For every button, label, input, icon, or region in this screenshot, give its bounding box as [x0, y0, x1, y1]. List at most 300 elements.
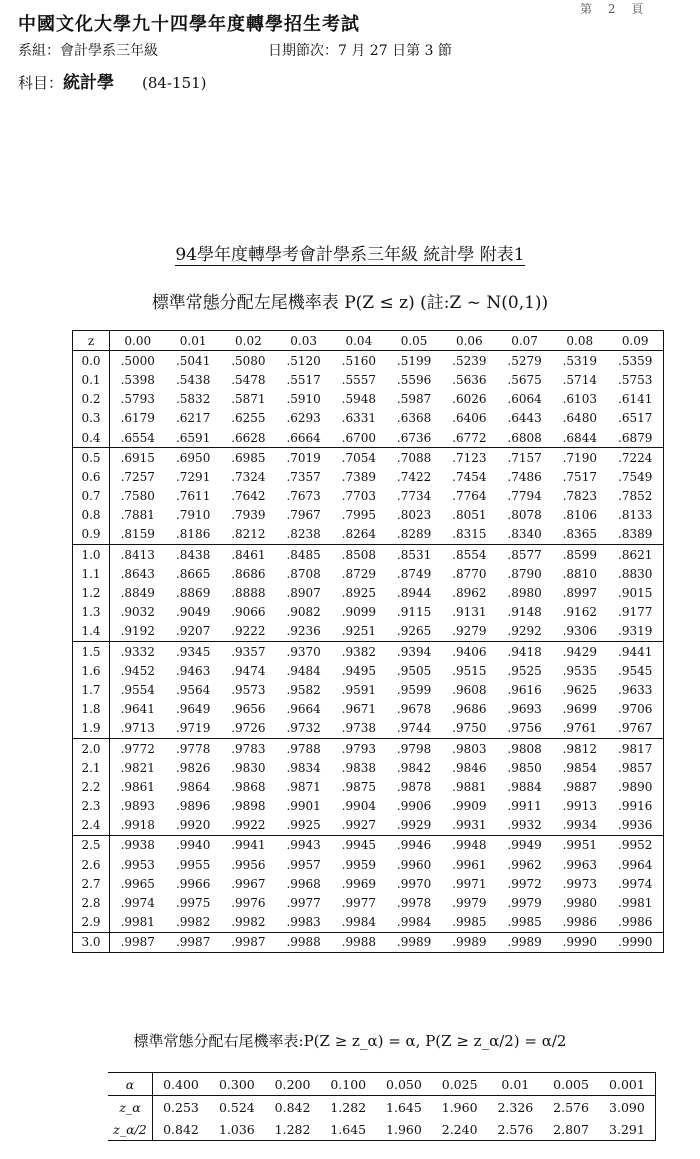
- probability-cell: .9948: [442, 835, 497, 855]
- z-value-cell: 1.0: [73, 545, 110, 565]
- probability-cell: .9319: [618, 624, 653, 639]
- probability-cell: .5793: [120, 392, 155, 407]
- probability-cell: .9969: [341, 876, 377, 891]
- probability-cell: .9131: [452, 605, 487, 620]
- appendix-title: 94學年度轉學考會計學系三年級 統計學 附表1: [175, 245, 525, 265]
- table-row: [73, 797, 664, 816]
- probability-cell: .9988: [276, 932, 331, 952]
- probability-cell: .8980: [507, 586, 542, 601]
- probability-cell: .8907: [286, 586, 321, 601]
- probability-cell: .6480: [562, 411, 597, 426]
- probability-cell: .6664: [286, 430, 321, 445]
- probability-cell: .7852: [618, 489, 653, 504]
- z-value-cell: 0.5: [73, 448, 110, 468]
- probability-cell: .9943: [276, 835, 331, 855]
- probability-cell: .9699: [562, 702, 597, 717]
- probability-cell: .9979: [452, 896, 487, 911]
- table-row: [73, 893, 664, 912]
- left-tail-probability-table: [72, 330, 664, 953]
- probability-cell: .9906: [396, 799, 432, 814]
- column-header: 0.08: [552, 331, 607, 351]
- value-cell: 1.645: [386, 1099, 422, 1115]
- probability-cell: .5239: [452, 353, 487, 368]
- probability-cell: .9418: [497, 642, 552, 662]
- probability-cell: .5398: [120, 372, 155, 387]
- probability-cell: .9370: [276, 642, 331, 662]
- probability-cell: .9920: [175, 818, 211, 833]
- table-row: [73, 409, 664, 428]
- probability-cell: .9633: [618, 682, 653, 697]
- probability-cell: .9898: [231, 799, 266, 814]
- probability-cell: .9846: [452, 760, 487, 775]
- probability-cell: .8729: [341, 566, 377, 581]
- z-value-cell: 1.1: [73, 564, 110, 583]
- z-value-cell: 2.6: [73, 855, 110, 874]
- probability-cell: .9981: [618, 896, 653, 911]
- probability-cell: .9573: [231, 682, 266, 697]
- probability-cell: .7019: [276, 448, 331, 468]
- table-row: [73, 855, 664, 874]
- column-header: 0.01: [166, 331, 221, 351]
- probability-cell: .9222: [231, 624, 266, 639]
- probability-cell: .8944: [396, 586, 432, 601]
- probability-cell: .7357: [286, 469, 321, 484]
- probability-cell: .6950: [166, 448, 221, 468]
- probability-cell: .9970: [396, 876, 432, 891]
- probability-cell: .8830: [618, 566, 653, 581]
- probability-cell: .9949: [497, 835, 552, 855]
- probability-cell: .9975: [175, 896, 211, 911]
- value-cell: 1.036: [209, 1118, 265, 1141]
- probability-cell: .7088: [386, 448, 441, 468]
- probability-cell: .9989: [497, 932, 552, 952]
- probability-cell: .9162: [562, 605, 597, 620]
- z-value-cell: 0.7: [73, 487, 110, 506]
- probability-cell: .7823: [562, 489, 597, 504]
- value-cell: 1.282: [330, 1099, 367, 1115]
- probability-cell: .8159: [120, 527, 155, 542]
- probability-cell: .8888: [231, 586, 266, 601]
- table-row: [73, 448, 664, 468]
- probability-cell: .8186: [175, 527, 211, 542]
- z-value-cell: 0.6: [73, 467, 110, 486]
- z-value-cell: 0.9: [73, 525, 110, 545]
- probability-cell: .9207: [175, 624, 211, 639]
- probability-cell: .6331: [341, 411, 377, 426]
- probability-cell: .9664: [286, 702, 321, 717]
- probability-cell: .9761: [562, 721, 597, 736]
- probability-cell: .9099: [341, 605, 377, 620]
- z-value-cell: 2.3: [73, 797, 110, 816]
- column-header: 0.02: [221, 331, 276, 351]
- column-header: 0.04: [331, 331, 386, 351]
- probability-cell: .9693: [507, 702, 542, 717]
- probability-cell: .7939: [231, 508, 266, 523]
- probability-cell: .9772: [110, 738, 166, 758]
- probability-cell: .9382: [331, 642, 386, 662]
- probability-cell: .7517: [562, 469, 597, 484]
- probability-cell: .9686: [452, 702, 487, 717]
- probability-cell: .8413: [110, 545, 166, 565]
- probability-cell: .9977: [286, 896, 321, 911]
- probability-cell: .9896: [175, 799, 211, 814]
- probability-cell: .9962: [507, 857, 542, 872]
- probability-cell: .9066: [231, 605, 266, 620]
- probability-cell: .9925: [286, 818, 321, 833]
- probability-cell: .9452: [120, 663, 155, 678]
- probability-cell: .9788: [276, 738, 331, 758]
- probability-cell: .7910: [175, 508, 211, 523]
- column-header: 0.00: [110, 331, 166, 351]
- table-row: [73, 564, 664, 583]
- probability-cell: .9279: [452, 624, 487, 639]
- probability-cell: .7190: [552, 448, 607, 468]
- probability-cell: .7291: [175, 469, 211, 484]
- probability-cell: .8365: [562, 527, 597, 542]
- probability-cell: .9976: [231, 896, 266, 911]
- probability-cell: .5948: [341, 392, 377, 407]
- probability-cell: .7703: [341, 489, 377, 504]
- table-row: [73, 525, 664, 545]
- probability-cell: .9989: [442, 932, 497, 952]
- value-cell: 0.025: [432, 1073, 488, 1096]
- probability-cell: .5041: [175, 353, 211, 368]
- probability-cell: .9591: [341, 682, 377, 697]
- probability-cell: .9952: [607, 835, 663, 855]
- probability-cell: .9861: [120, 779, 155, 794]
- probability-cell: .6915: [110, 448, 166, 468]
- probability-cell: .9941: [221, 835, 276, 855]
- probability-cell: .8023: [396, 508, 432, 523]
- probability-cell: .8925: [341, 586, 377, 601]
- z-value-cell: 1.6: [73, 661, 110, 680]
- probability-cell: .8962: [452, 586, 487, 601]
- probability-cell: .7995: [341, 508, 377, 523]
- probability-cell: .9987: [221, 932, 276, 952]
- probability-cell: .9744: [396, 721, 432, 736]
- z-alpha-half-row: [108, 1118, 656, 1141]
- probability-cell: .7967: [286, 508, 321, 523]
- row-label: α: [108, 1073, 153, 1096]
- probability-cell: .9978: [396, 896, 432, 911]
- probability-cell: .9834: [286, 760, 321, 775]
- probability-cell: .9979: [507, 896, 542, 911]
- probability-cell: .8810: [562, 566, 597, 581]
- z-value-cell: 0.0: [73, 351, 110, 371]
- probability-cell: .9015: [618, 586, 653, 601]
- probability-cell: .9251: [341, 624, 377, 639]
- table-header-row: [73, 331, 664, 351]
- probability-cell: .8485: [276, 545, 331, 565]
- column-header: 0.09: [607, 331, 663, 351]
- probability-cell: .9616: [507, 682, 542, 697]
- probability-cell: .5438: [175, 372, 211, 387]
- table-row: [73, 680, 664, 699]
- probability-cell: .9357: [221, 642, 276, 662]
- probability-cell: .9971: [452, 876, 487, 891]
- probability-cell: .9909: [452, 799, 487, 814]
- probability-cell: .7673: [286, 489, 321, 504]
- probability-cell: .8461: [221, 545, 276, 565]
- table-row: [73, 428, 664, 448]
- probability-cell: .9986: [618, 915, 653, 930]
- probability-cell: .9927: [341, 818, 377, 833]
- probability-cell: .9972: [507, 876, 542, 891]
- value-cell: 0.400: [153, 1073, 209, 1096]
- probability-cell: .8790: [507, 566, 542, 581]
- probability-cell: .9732: [286, 721, 321, 736]
- table-row: [73, 642, 664, 662]
- probability-cell: .6844: [562, 430, 597, 445]
- probability-cell: .6443: [507, 411, 542, 426]
- z-value-cell: 1.7: [73, 680, 110, 699]
- z-value-cell: 2.9: [73, 913, 110, 933]
- probability-cell: .9803: [442, 738, 497, 758]
- column-header: 0.07: [497, 331, 552, 351]
- probability-cell: .9967: [231, 876, 266, 891]
- probability-cell: .9678: [396, 702, 432, 717]
- probability-cell: .6103: [562, 392, 597, 407]
- probability-cell: .5319: [562, 353, 597, 368]
- probability-cell: .6406: [452, 411, 487, 426]
- probability-cell: .9916: [618, 799, 653, 814]
- probability-cell: .8106: [562, 508, 597, 523]
- probability-cell: .9982: [231, 915, 266, 930]
- probability-cell: .6591: [175, 430, 211, 445]
- probability-cell: .9857: [618, 760, 653, 775]
- value-cell: 1.282: [265, 1118, 321, 1141]
- probability-cell: .9985: [507, 915, 542, 930]
- z-value-cell: 3.0: [73, 932, 110, 952]
- value-cell: 1.645: [320, 1118, 376, 1141]
- probability-cell: .9821: [120, 760, 155, 775]
- probability-cell: .5199: [396, 353, 432, 368]
- value-cell: 0.050: [376, 1073, 432, 1096]
- probability-cell: .5987: [396, 392, 432, 407]
- probability-cell: .9826: [175, 760, 211, 775]
- probability-cell: .5517: [286, 372, 321, 387]
- probability-cell: .9890: [618, 779, 653, 794]
- probability-cell: .9515: [452, 663, 487, 678]
- z-value-cell: 0.3: [73, 409, 110, 428]
- probability-cell: .5871: [231, 392, 266, 407]
- probability-cell: .6293: [286, 411, 321, 426]
- probability-cell: .8643: [120, 566, 155, 581]
- probability-cell: .9911: [507, 799, 542, 814]
- probability-cell: .9850: [507, 760, 542, 775]
- probability-cell: .9963: [562, 857, 597, 872]
- alpha-row: [108, 1073, 656, 1096]
- probability-cell: .8238: [286, 527, 321, 542]
- probability-cell: .9750: [452, 721, 487, 736]
- probability-cell: .8389: [618, 527, 653, 542]
- z-column-header: z: [73, 331, 110, 351]
- probability-cell: .8577: [497, 545, 552, 565]
- table-row: [73, 719, 664, 739]
- probability-cell: .9982: [175, 915, 211, 930]
- probability-cell: .9706: [618, 702, 653, 717]
- table-row: [73, 874, 664, 893]
- z-value-cell: 2.0: [73, 738, 110, 758]
- value-cell: 0.253: [163, 1099, 199, 1115]
- probability-cell: .9812: [552, 738, 607, 758]
- probability-cell: .6985: [221, 448, 276, 468]
- probability-cell: .9345: [166, 642, 221, 662]
- probability-cell: .5753: [618, 372, 653, 387]
- probability-cell: .8051: [452, 508, 487, 523]
- probability-cell: .8770: [452, 566, 487, 581]
- probability-cell: .7123: [442, 448, 497, 468]
- column-header: 0.06: [442, 331, 497, 351]
- table-row: [73, 622, 664, 642]
- table-row: [73, 545, 664, 565]
- probability-cell: .9582: [286, 682, 321, 697]
- probability-cell: .9756: [507, 721, 542, 736]
- probability-cell: .9713: [120, 721, 155, 736]
- value-cell: 0.300: [209, 1073, 265, 1096]
- probability-cell: .9032: [120, 605, 155, 620]
- probability-cell: .5000: [120, 353, 155, 368]
- probability-cell: .9955: [175, 857, 211, 872]
- z-value-cell: 2.1: [73, 758, 110, 777]
- probability-cell: .6179: [120, 411, 155, 426]
- probability-cell: .5120: [286, 353, 321, 368]
- probability-cell: .9429: [552, 642, 607, 662]
- subject-code: (84-151): [142, 74, 207, 92]
- probability-cell: .8708: [286, 566, 321, 581]
- probability-cell: .9292: [507, 624, 542, 639]
- value-cell: 0.01: [488, 1073, 544, 1096]
- probability-cell: .9984: [396, 915, 432, 930]
- z-value-cell: 2.4: [73, 816, 110, 836]
- probability-cell: .7794: [507, 489, 542, 504]
- probability-cell: .9913: [562, 799, 597, 814]
- probability-cell: .7486: [507, 469, 542, 484]
- probability-cell: .9940: [166, 835, 221, 855]
- probability-cell: .8621: [607, 545, 663, 565]
- probability-cell: .9871: [286, 779, 321, 794]
- table-row: [73, 351, 664, 371]
- probability-cell: .5279: [507, 353, 542, 368]
- probability-cell: .9929: [396, 818, 432, 833]
- probability-cell: .9965: [120, 876, 155, 891]
- probability-cell: .9931: [452, 818, 487, 833]
- page-number: 第 2 頁: [580, 2, 650, 16]
- probability-cell: .9938: [110, 835, 166, 855]
- column-header: 0.03: [276, 331, 331, 351]
- subject-line: [18, 68, 207, 93]
- probability-cell: .9951: [552, 835, 607, 855]
- z-value-cell: 1.9: [73, 719, 110, 739]
- probability-cell: .5675: [507, 372, 542, 387]
- probability-cell: .8686: [231, 566, 266, 581]
- probability-cell: .9838: [341, 760, 377, 775]
- probability-cell: .9989: [386, 932, 441, 952]
- probability-cell: .6368: [396, 411, 432, 426]
- probability-cell: .9953: [120, 857, 155, 872]
- probability-cell: .9332: [110, 642, 166, 662]
- value-cell: 3.090: [609, 1099, 645, 1115]
- table-row: [73, 738, 664, 758]
- probability-cell: .5910: [286, 392, 321, 407]
- probability-cell: .9956: [231, 857, 266, 872]
- z-alpha-row: [108, 1096, 656, 1119]
- probability-cell: .9973: [562, 876, 597, 891]
- z-value-cell: 0.2: [73, 390, 110, 409]
- date-label: 日期節次：: [268, 43, 338, 59]
- probability-cell: .8264: [341, 527, 377, 542]
- value-cell: 2.326: [497, 1099, 534, 1115]
- probability-cell: .9934: [562, 818, 597, 833]
- probability-cell: .7324: [231, 469, 266, 484]
- probability-cell: .9495: [341, 663, 377, 678]
- value-cell: 2.576: [553, 1099, 589, 1115]
- probability-cell: .7642: [231, 489, 266, 504]
- probability-cell: .5557: [341, 372, 377, 387]
- probability-cell: .9394: [386, 642, 441, 662]
- table-row: [73, 835, 664, 855]
- table-row: [73, 932, 664, 952]
- probability-cell: .7454: [452, 469, 487, 484]
- z-value-cell: 1.5: [73, 642, 110, 662]
- probability-cell: .9564: [175, 682, 211, 697]
- value-cell: 0.200: [265, 1073, 321, 1096]
- probability-cell: .6808: [507, 430, 542, 445]
- probability-cell: .9793: [331, 738, 386, 758]
- right-tail-table-title: 標準常態分配右尾機率表:P(Z ≥ z_α) = α, P(Z ≥ z_α/2) = α/2: [133, 1032, 567, 1050]
- left-tail-table-title: 標準常態分配左尾機率表 P(Z ≤ z) (註:Z ~ N(0,1)): [151, 293, 549, 313]
- probability-cell: .9875: [341, 779, 377, 794]
- probability-cell: .9987: [166, 932, 221, 952]
- row-label: z_α/2: [108, 1118, 153, 1141]
- z-value-cell: 1.2: [73, 583, 110, 602]
- value-cell: 0.100: [320, 1073, 376, 1096]
- probability-cell: .8749: [396, 566, 432, 581]
- probability-cell: .9987: [110, 932, 166, 952]
- probability-cell: .9901: [286, 799, 321, 814]
- probability-cell: .9649: [175, 702, 211, 717]
- probability-cell: .9671: [341, 702, 377, 717]
- z-value-cell: 2.2: [73, 777, 110, 796]
- probability-cell: .9842: [396, 760, 432, 775]
- probability-cell: .9945: [331, 835, 386, 855]
- table-body: [73, 351, 664, 953]
- probability-cell: .9484: [286, 663, 321, 678]
- date-value: 7 月 27 日第 3 節: [338, 43, 452, 59]
- probability-cell: .8340: [507, 527, 542, 542]
- probability-cell: .9474: [231, 663, 266, 678]
- probability-cell: .9830: [231, 760, 266, 775]
- probability-cell: .9798: [386, 738, 441, 758]
- probability-cell: .8508: [331, 545, 386, 565]
- probability-cell: .9599: [396, 682, 432, 697]
- probability-cell: .6554: [120, 430, 155, 445]
- probability-cell: .9884: [507, 779, 542, 794]
- probability-cell: .9854: [562, 760, 597, 775]
- probability-cell: .9082: [286, 605, 321, 620]
- value-cell: 2.240: [432, 1118, 488, 1141]
- z-value-cell: 2.7: [73, 874, 110, 893]
- probability-cell: .9535: [562, 663, 597, 678]
- z-value-cell: 1.4: [73, 622, 110, 642]
- probability-cell: .9525: [507, 663, 542, 678]
- z-value-cell: 1.8: [73, 700, 110, 719]
- probability-cell: .7422: [396, 469, 432, 484]
- table-row: [73, 467, 664, 486]
- value-cell: 1.960: [441, 1099, 478, 1115]
- probability-cell: .9990: [552, 932, 607, 952]
- probability-cell: .9406: [442, 642, 497, 662]
